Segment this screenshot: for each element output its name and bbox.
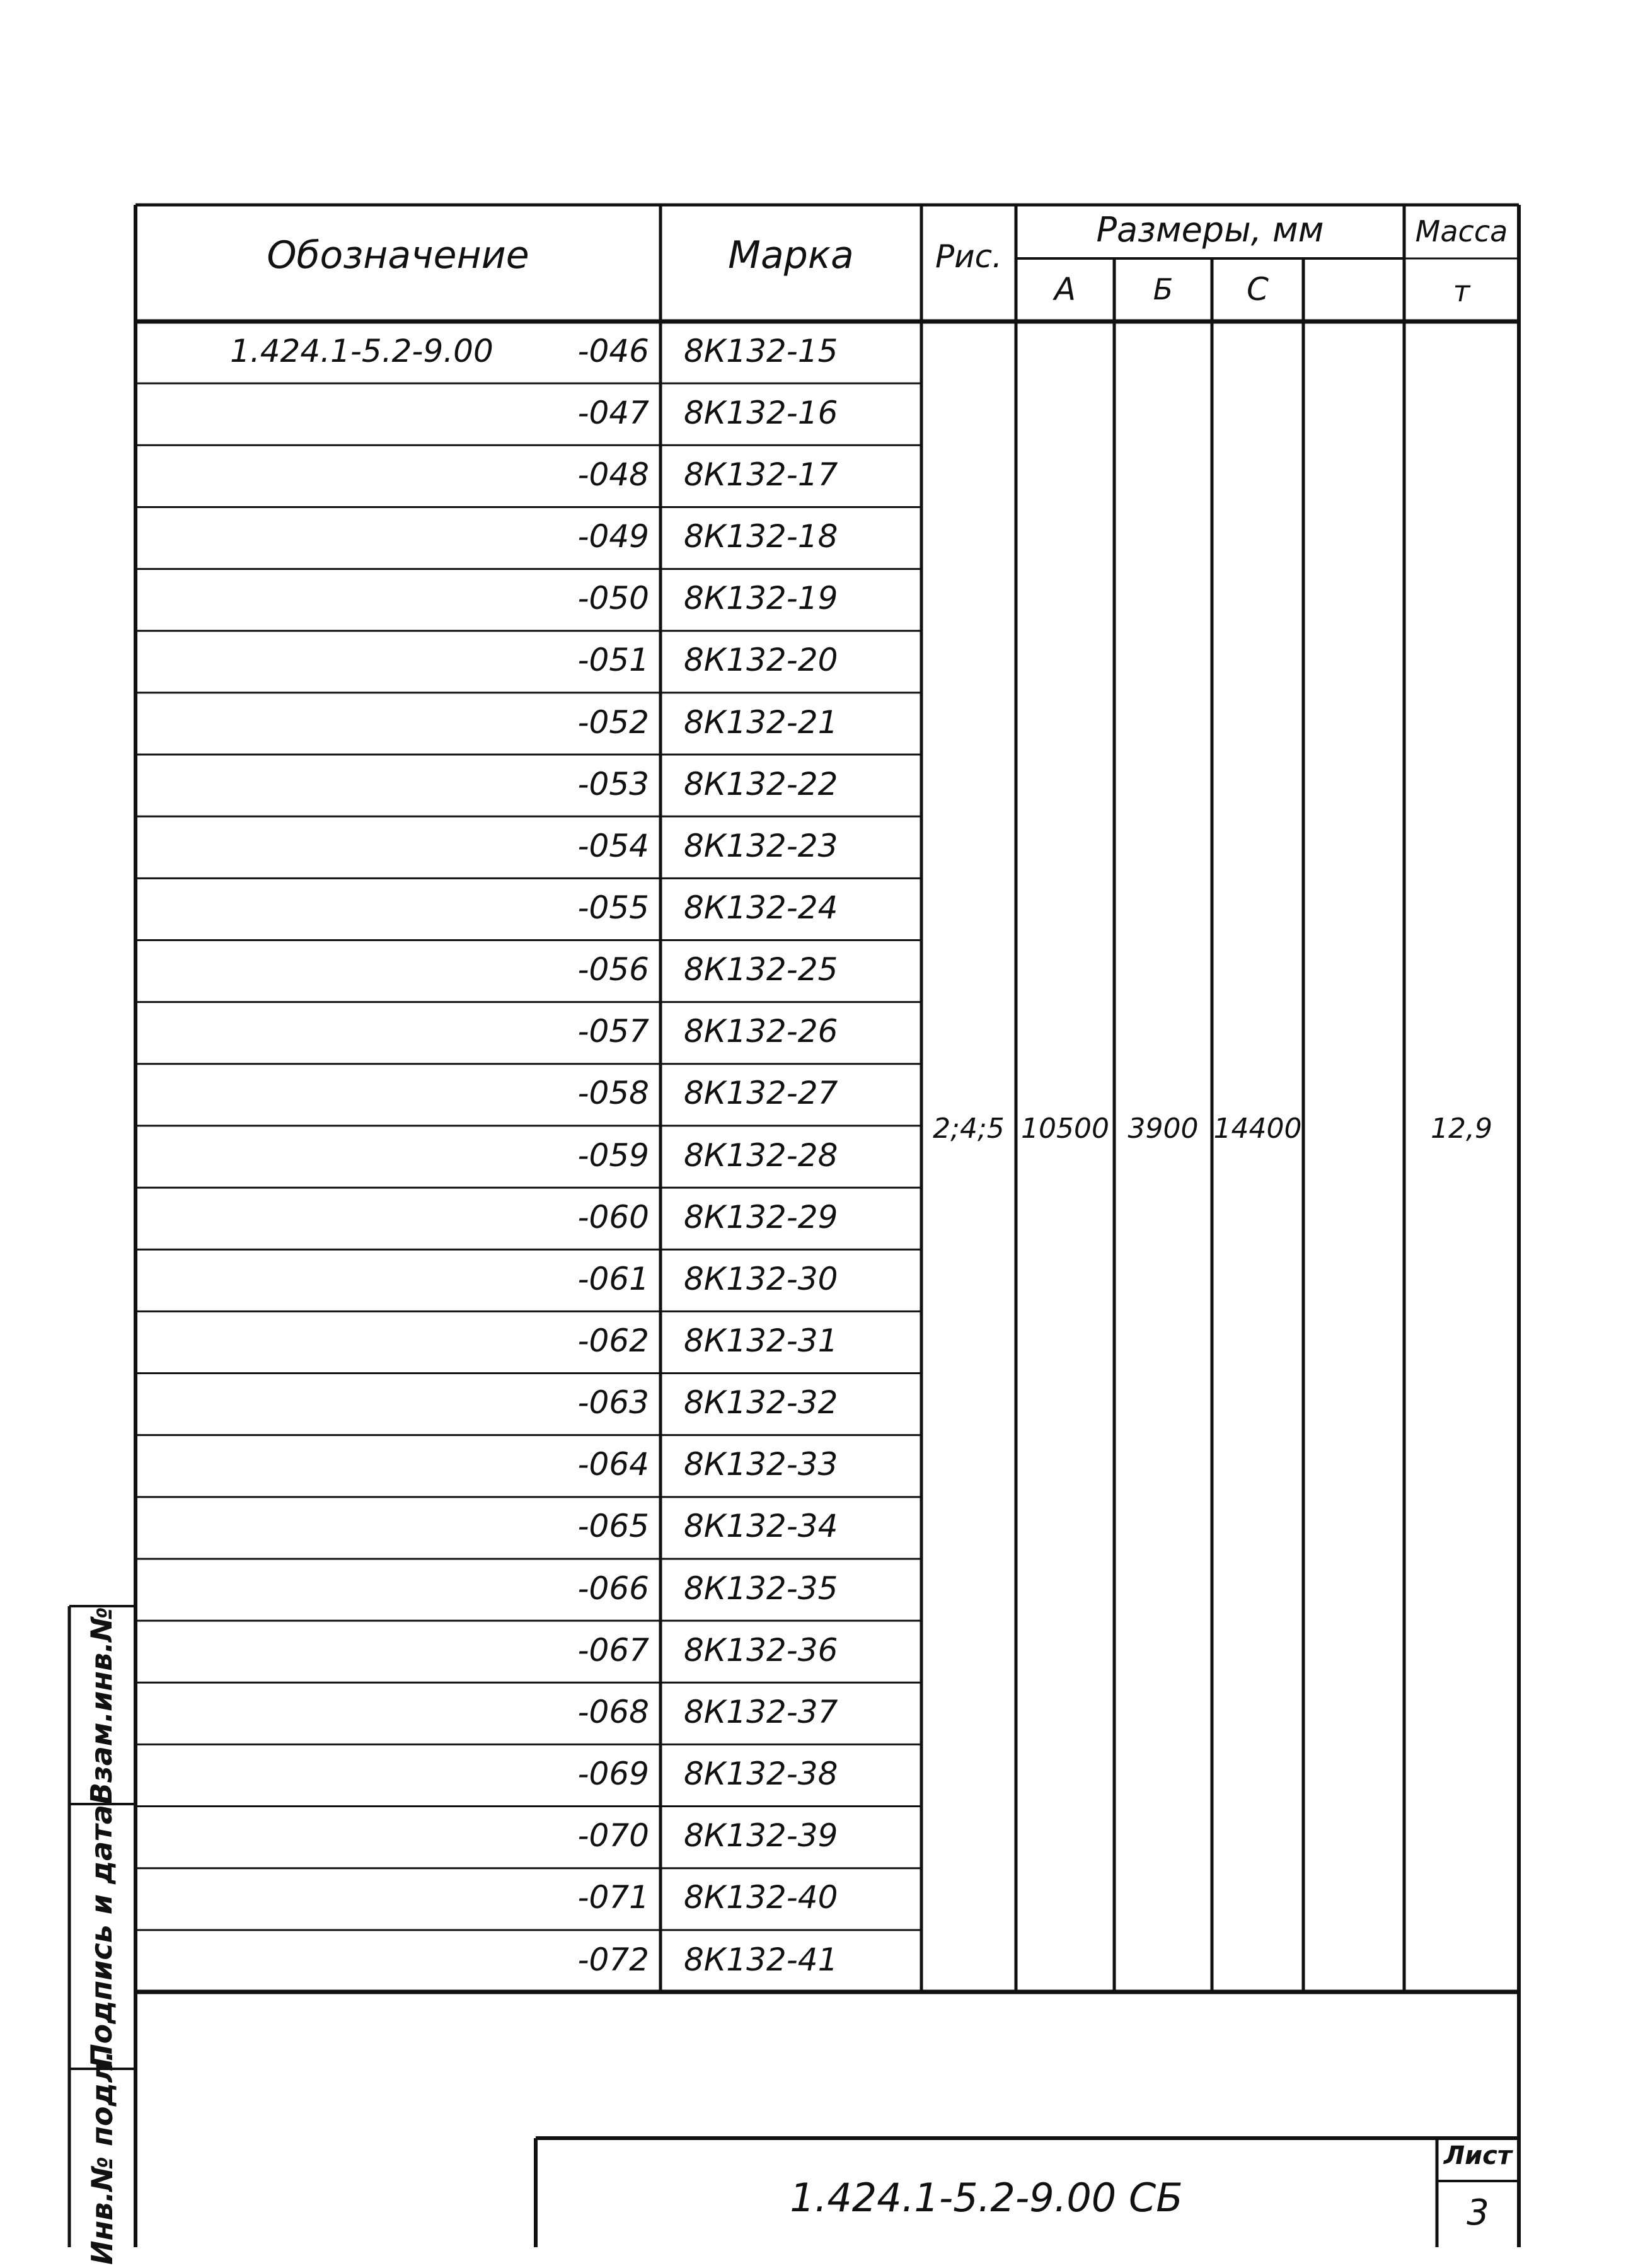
row-suffix: -070 [577,1817,649,1854]
table-row [136,445,921,507]
shared-dim-a: 10500 [1021,1113,1109,1145]
table-row [136,1435,921,1497]
row-mark: 8К132-33 [684,1446,838,1483]
row-mark: 8К132-20 [684,642,838,679]
header-dim-b: Б [1153,272,1174,306]
table-row [136,1249,921,1311]
row-suffix: -062 [577,1322,649,1360]
table-row [136,693,921,755]
row-suffix: -064 [577,1446,649,1483]
row-mark: 8К132-26 [684,1013,838,1050]
row-suffix: -051 [577,642,649,679]
stamp-code: 1.424.1-5.2-9.00 СБ [790,2175,1183,2221]
table-row [136,1868,921,1930]
row-mark: 8К132-17 [684,456,838,493]
table-row [136,1002,921,1064]
row-suffix: -049 [577,518,649,555]
header-dim-c: С [1247,271,1269,308]
table-row [136,878,921,940]
row-mark: 8К132-28 [684,1137,838,1174]
table-row [136,1064,921,1126]
table-row [136,383,921,445]
row-suffix: -057 [577,1013,649,1050]
row-mark: 8К132-18 [684,518,838,555]
row-mark: 8К132-23 [684,827,838,864]
row-mark: 8К132-22 [684,765,838,802]
row-mark: 8К132-29 [684,1198,838,1235]
table-row [136,631,921,693]
table-row [136,507,921,569]
row-mark: 8К132-41 [684,1941,838,1978]
row-suffix: -046 [577,332,649,369]
row-mark: 8К132-37 [684,1693,838,1730]
shared-mass: 12,9 [1431,1113,1492,1145]
header-designation: Обозначение [267,233,529,277]
row-mark: 8К132-40 [684,1879,838,1916]
row-mark: 8К132-38 [684,1756,838,1793]
row-suffix: -054 [577,827,649,864]
stamp-sheet-number: 3 [1467,2192,1489,2233]
table-row [136,1682,921,1744]
row-suffix: -060 [577,1198,649,1235]
table-row [136,1374,921,1435]
header-dim-a: А [1054,271,1076,308]
row-suffix: -067 [577,1631,649,1669]
row-mark: 8К132-36 [684,1631,838,1669]
table-row [136,1930,921,1992]
shared-dim-b: 3900 [1128,1113,1199,1145]
row-mark: 8К132-15 [684,332,838,369]
table-row [136,1559,921,1621]
table-row [136,1497,921,1559]
row-suffix: -048 [577,456,649,493]
row-suffix: -069 [577,1756,649,1793]
row-suffix: -072 [577,1941,649,1978]
row-mark: 8К132-19 [684,580,838,617]
row-mark: 8К132-32 [684,1384,838,1421]
table-row [136,321,921,383]
table-row [136,1311,921,1373]
sidebar-sign-date: Подпись и дата [84,1805,118,2068]
table-row [136,1188,921,1249]
row-mark: 8К132-24 [684,889,838,926]
row-suffix: -059 [577,1137,649,1174]
row-suffix: -056 [577,951,649,988]
table-row [136,940,921,1002]
row-mark: 8К132-25 [684,951,838,988]
row-suffix: -050 [577,580,649,617]
shared-figure: 2;4;5 [933,1113,1005,1145]
row-suffix: -055 [577,889,649,926]
shared-dim-c: 14400 [1213,1113,1302,1145]
row-mark: 8К132-39 [684,1817,838,1854]
row-suffix: -065 [577,1508,649,1545]
stamp-sheet-label: Лист [1443,2141,1513,2170]
row-mark: 8К132-21 [684,703,838,741]
row-suffix: -063 [577,1384,649,1421]
row-mark: 8К132-34 [684,1508,838,1545]
row-mark: 8К132-27 [684,1075,838,1112]
sidebar-replace-inv: Взам.инв.№ [84,1607,118,1805]
row-suffix: -047 [577,394,649,431]
row-suffix: -052 [577,703,649,741]
row-mark: 8К132-16 [684,394,838,431]
row-suffix: -053 [577,765,649,802]
base-designation: 1.424.1-5.2-9.00 [230,332,493,369]
header-mass-unit: т [1453,274,1470,308]
table-row [136,816,921,878]
row-mark: 8К132-31 [684,1322,838,1360]
header-dimensions: Размеры, мм [1096,210,1324,250]
row-suffix: -071 [577,1879,649,1916]
header-figure: Рис. [935,238,1003,275]
header-mass: Масса [1415,214,1508,248]
row-suffix: -068 [577,1693,649,1730]
table-row [136,1807,921,1868]
row-mark: 8К132-35 [684,1570,838,1607]
row-suffix: -061 [577,1260,649,1297]
row-mark: 8К132-30 [684,1260,838,1297]
table-row [136,755,921,816]
table-row [136,569,921,631]
table-row [136,1621,921,1682]
row-suffix: -058 [577,1075,649,1112]
table-row [136,1744,921,1806]
sidebar-inv-orig: Инв.№ подл. [85,2051,119,2265]
header-mark: Марка [728,233,854,277]
table-row [136,1126,921,1188]
row-suffix: -066 [577,1570,649,1607]
